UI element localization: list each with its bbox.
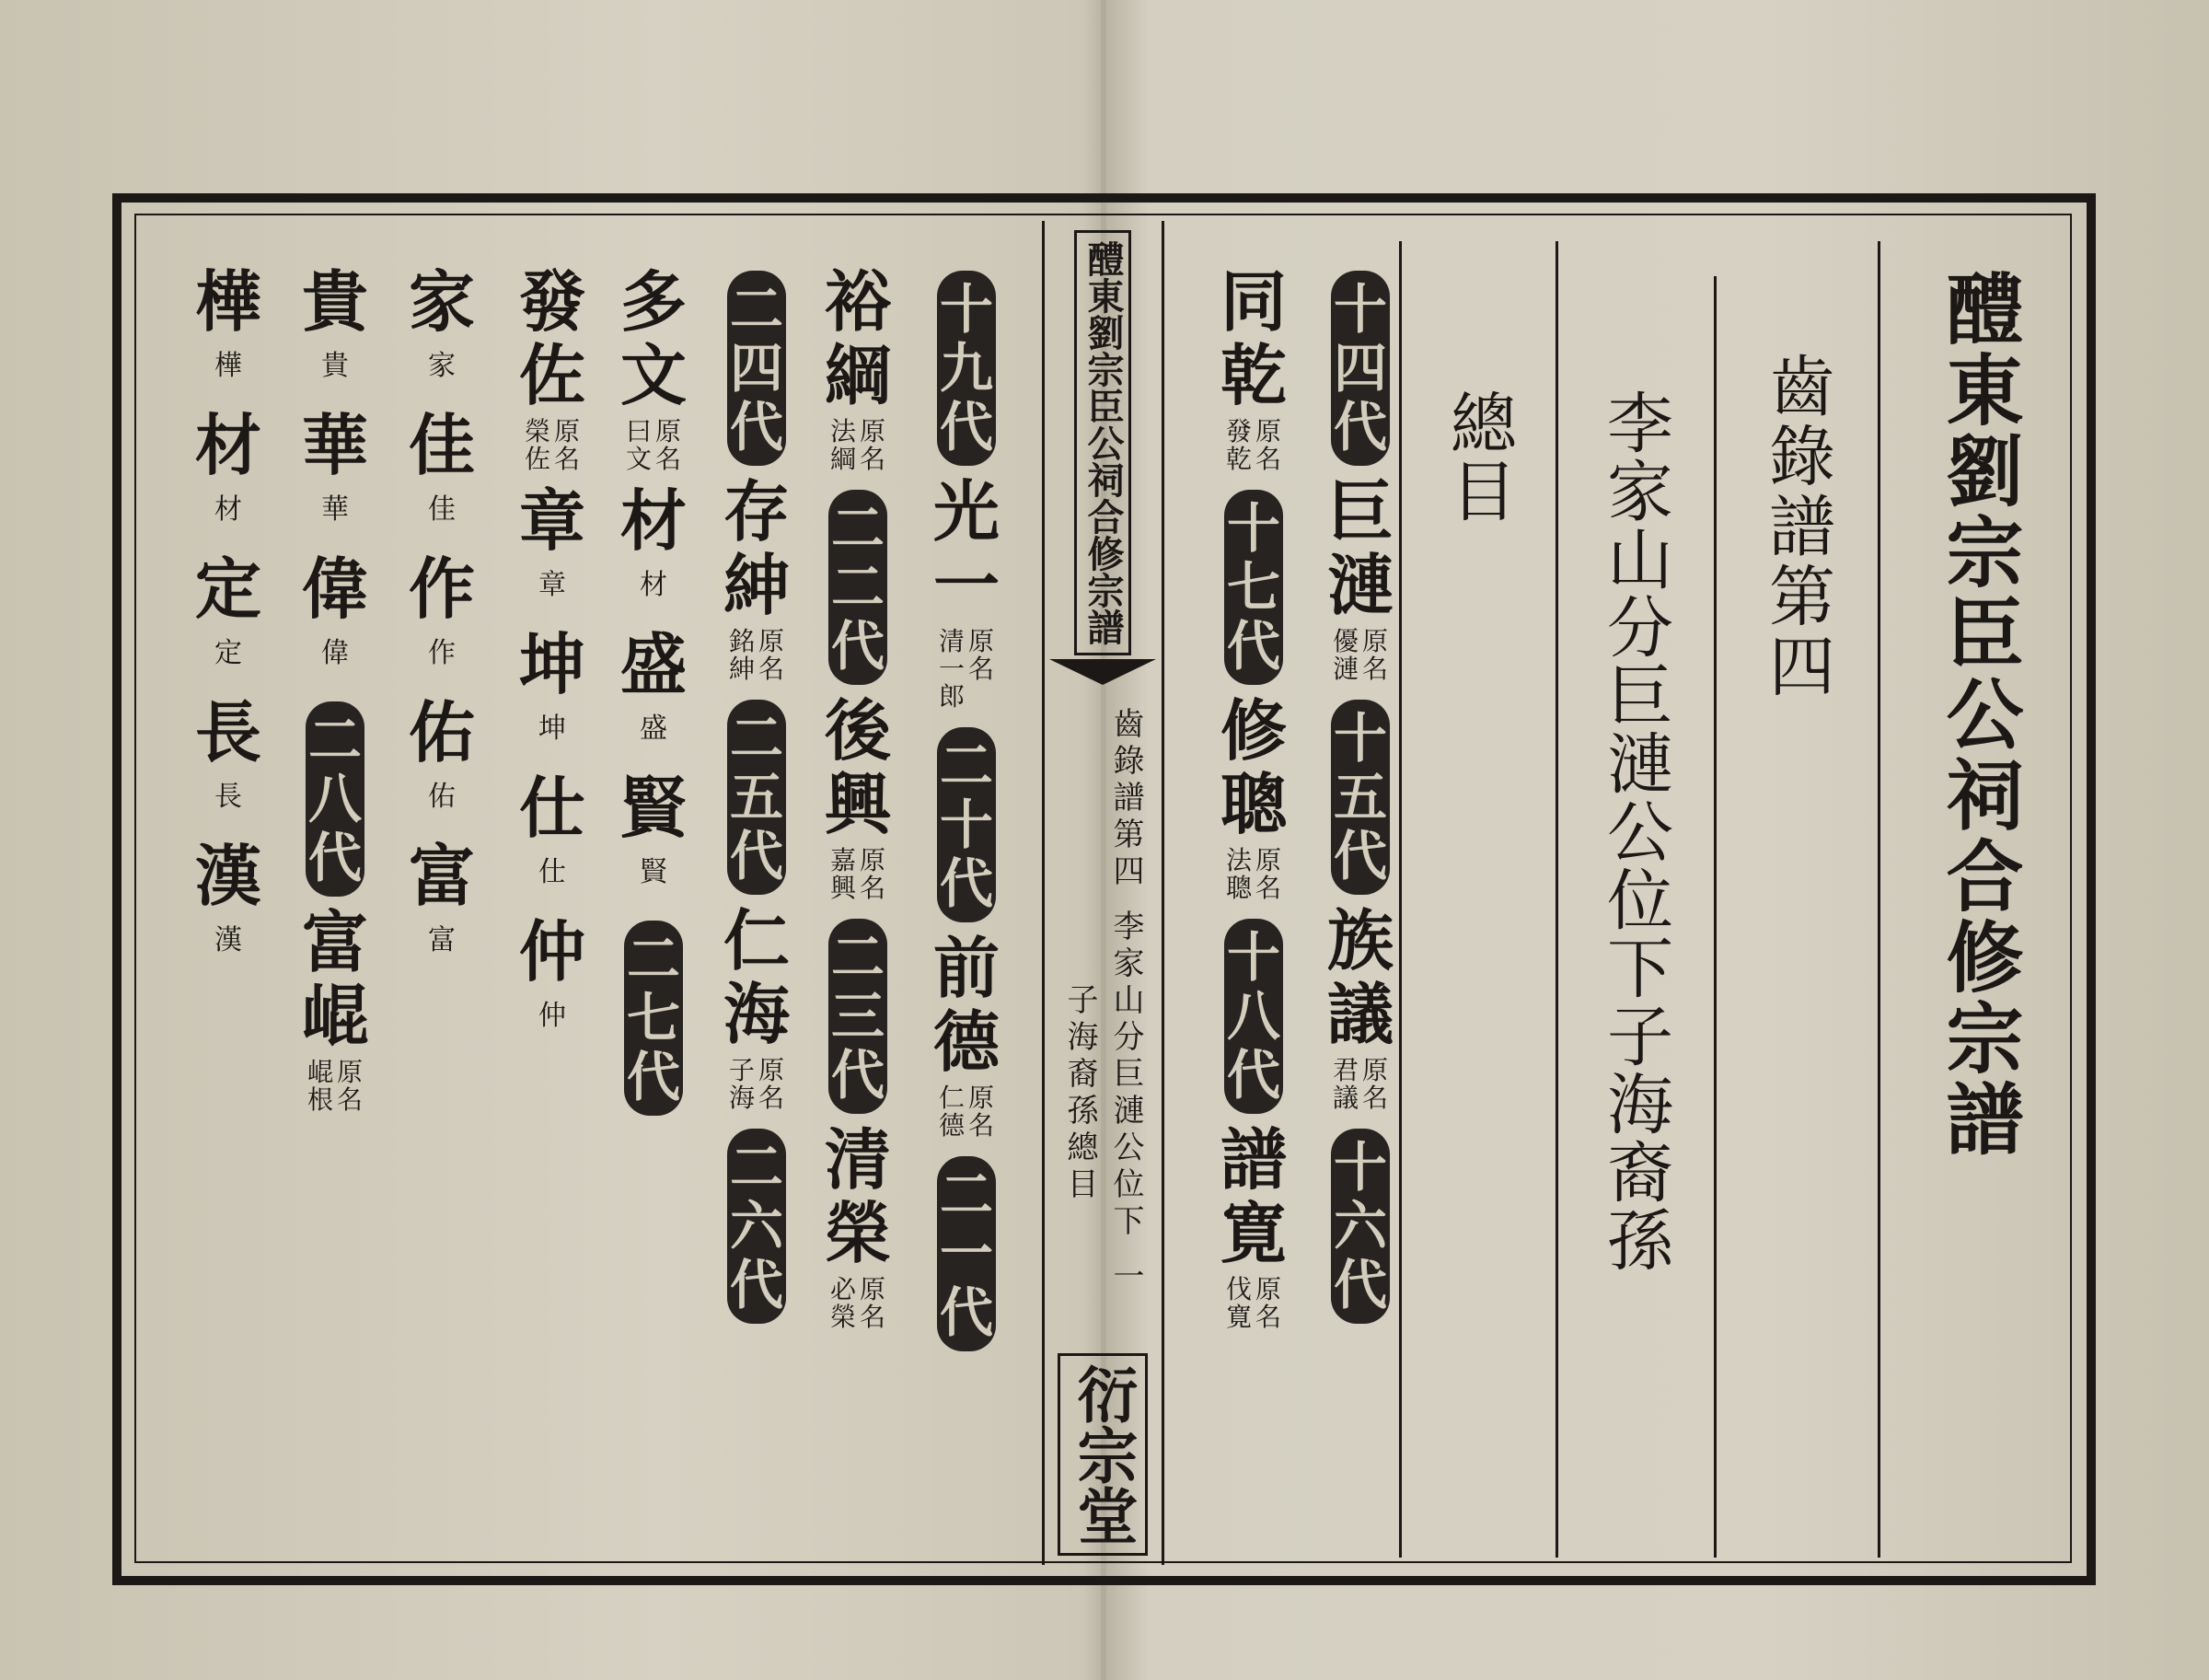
original-name-note: 坤 <box>538 713 566 745</box>
original-name-note: 華 <box>321 493 349 526</box>
name-char: 乾 <box>1220 336 1287 414</box>
note-char: 伐 <box>1225 1274 1252 1304</box>
note-line <box>1224 847 1254 902</box>
generation-char: 代 <box>830 615 885 678</box>
note-char: 郎 <box>938 681 965 712</box>
generation-badge <box>727 700 786 895</box>
note-line <box>828 847 858 902</box>
generation-char: 二 <box>729 1136 783 1199</box>
note-char: 原 <box>336 1057 363 1087</box>
note-line <box>1360 1057 1390 1112</box>
colophon-branch: 李家山分巨漣公位下 <box>1107 910 1144 1241</box>
name-char: 興 <box>824 765 891 843</box>
original-name-note <box>1224 418 1283 473</box>
note-char: 名 <box>859 1302 885 1332</box>
original-name-note: 仲 <box>538 1000 566 1032</box>
note-line <box>727 1057 757 1112</box>
name-char: 紳 <box>723 546 790 624</box>
original-name-note <box>828 1276 887 1331</box>
original-name-note: 定 <box>214 637 242 669</box>
note-line <box>1331 628 1360 683</box>
generation-char: 二 <box>939 735 993 797</box>
genealogy-column <box>1208 262 1300 1342</box>
note-line <box>1224 418 1254 473</box>
generation-char: 六 <box>1333 1195 1387 1257</box>
person-name: 定 <box>194 550 261 628</box>
note-char: 榮 <box>524 416 550 446</box>
note-char: 必 <box>829 1274 856 1304</box>
generation-badge <box>937 1156 996 1351</box>
original-name-note: 漢 <box>214 924 242 956</box>
original-name-note: 家 <box>428 350 456 382</box>
volume-title-text: 齒錄譜第四 <box>1758 352 1835 701</box>
person-name: 材 <box>194 406 261 484</box>
note-line <box>1254 418 1283 473</box>
note-line <box>335 1059 364 1114</box>
colophon-text-columns <box>1062 707 1143 1291</box>
person-name <box>301 903 368 1055</box>
generation-char: 十 <box>1226 497 1280 560</box>
name-char: 佐 <box>518 336 585 414</box>
name-char: 寛 <box>1220 1194 1287 1272</box>
name-char: 德 <box>932 1002 1000 1081</box>
note-char: 原 <box>967 1083 994 1113</box>
note-line <box>1331 1057 1360 1112</box>
original-name-note: 佳 <box>428 493 456 526</box>
note-char: 名 <box>336 1084 363 1115</box>
person-name: 漢 <box>194 837 261 915</box>
note-char: 原 <box>758 1055 784 1085</box>
original-name-note: 賢 <box>640 856 667 888</box>
note-char: 崐 <box>306 1057 333 1087</box>
note-char: 名 <box>1361 654 1388 684</box>
genealogy-column <box>709 265 804 1333</box>
note-line <box>306 1059 335 1114</box>
original-name-note <box>1224 847 1283 902</box>
original-name-note <box>624 418 683 473</box>
generation-char: 一 <box>939 1222 993 1285</box>
person-name: 長 <box>194 693 261 771</box>
original-name-note <box>937 1084 996 1140</box>
original-name-note <box>523 418 582 473</box>
colophon-volume: 齒錄譜第四 <box>1107 707 1144 891</box>
name-char: 裕 <box>824 262 891 341</box>
colophon-hall-box <box>1058 1353 1148 1556</box>
note-char: 名 <box>758 654 784 684</box>
person-name: 作 <box>408 550 475 628</box>
genealogy-column <box>919 265 1014 1361</box>
volume-title <box>1751 352 1843 701</box>
divider <box>1162 221 1164 1565</box>
colophon-title-text: 醴東劉宗臣公祠合修宗譜 <box>1081 240 1125 645</box>
note-char: 文 <box>625 444 652 474</box>
name-char: 榮 <box>824 1194 891 1272</box>
person-name: 富 <box>408 837 475 915</box>
generation-char: 代 <box>729 1254 783 1316</box>
note-char: 根 <box>306 1084 333 1115</box>
person-name: 佳 <box>408 406 475 484</box>
original-name-note: 仕 <box>538 856 566 888</box>
generation-badge <box>1224 919 1283 1114</box>
person-name: 仲 <box>518 912 585 991</box>
generation-char: 八 <box>1226 985 1280 1048</box>
person-name: 賢 <box>619 769 687 847</box>
note-char: 原 <box>553 416 580 446</box>
name-char: 存 <box>723 472 790 550</box>
colophon-hall: 衍宗堂 <box>1067 1363 1139 1546</box>
genealogy-column <box>287 262 383 1125</box>
name-char: 光 <box>932 472 1000 550</box>
note-char: 名 <box>758 1083 784 1113</box>
note-char: 名 <box>1255 1302 1281 1332</box>
generation-badge <box>828 490 887 685</box>
note-char: 名 <box>859 444 885 474</box>
note-line <box>552 418 582 473</box>
generation-char: 四 <box>729 337 783 400</box>
generation-char: 代 <box>830 1044 885 1106</box>
person-name <box>723 901 790 1053</box>
note-char: 嘉 <box>829 845 856 875</box>
note-char: 名 <box>1255 444 1281 474</box>
note-char: 乾 <box>1225 444 1252 474</box>
person-name <box>518 262 585 414</box>
note-char: 曰 <box>625 416 652 446</box>
note-char: 漣 <box>1332 654 1359 684</box>
colophon <box>1046 225 1160 1559</box>
generation-char: 代 <box>1333 1254 1387 1316</box>
person-name <box>1220 1120 1287 1272</box>
name-char: 同 <box>1220 262 1287 341</box>
person-name: 偉 <box>301 550 368 628</box>
colophon-branch2-column <box>1062 707 1097 1291</box>
note-char: 議 <box>1332 1083 1359 1113</box>
note-line <box>1254 847 1283 902</box>
book-title-text: 醴東劉宗臣公祠合修宗譜 <box>1934 269 2025 1160</box>
note-char: 原 <box>654 416 681 446</box>
generation-char: 九 <box>939 337 993 400</box>
person-name <box>932 472 1000 624</box>
generation-char: 十 <box>939 278 993 341</box>
note-char: 原 <box>1255 416 1281 446</box>
colophon-title <box>1074 230 1131 655</box>
generation-char: 代 <box>729 396 783 458</box>
person-name <box>824 262 891 414</box>
generation-char: 六 <box>729 1195 783 1257</box>
original-name-note <box>1331 1057 1390 1112</box>
note-char: 原 <box>859 416 885 446</box>
note-char: 名 <box>1255 873 1281 903</box>
branch-title-text: 李家山分巨漣公位下子海裔孫 <box>1596 388 1673 1274</box>
person-name <box>723 472 790 624</box>
colophon-volume-column <box>1108 707 1143 1291</box>
generation-char: 十 <box>1226 926 1280 989</box>
generation-badge <box>727 1129 786 1324</box>
generation-char: 代 <box>1226 1044 1280 1106</box>
note-char: 原 <box>967 626 994 656</box>
original-name-note: 偉 <box>321 637 349 669</box>
generation-char: 代 <box>1333 396 1387 458</box>
generation-char: 五 <box>1333 766 1387 828</box>
note-char: 興 <box>829 873 856 903</box>
note-line <box>757 1057 786 1112</box>
name-char: 修 <box>1220 691 1287 770</box>
generation-char: 代 <box>939 396 993 458</box>
note-char: 寛 <box>1225 1302 1252 1332</box>
generation-char: 八 <box>307 768 362 830</box>
name-char: 一 <box>932 546 1000 624</box>
note-char: 君 <box>1332 1055 1359 1085</box>
generation-char: 七 <box>626 987 680 1049</box>
note-char: 仁 <box>938 1083 965 1113</box>
generation-badge <box>624 921 683 1116</box>
person-name: 佑 <box>408 693 475 771</box>
name-char: 譜 <box>1220 1120 1287 1199</box>
genealogy-column <box>504 262 600 1059</box>
fish-tail-mark <box>1049 659 1156 685</box>
generation-char: 代 <box>1333 825 1387 887</box>
generation-char: 代 <box>939 1281 993 1344</box>
original-name-note <box>727 1057 786 1112</box>
note-char: 榮 <box>829 1302 856 1332</box>
note-char: 海 <box>728 1083 755 1113</box>
note-char: 法 <box>829 416 856 446</box>
note-char: 名 <box>553 444 580 474</box>
generation-char: 代 <box>626 1046 680 1108</box>
original-name-note: 作 <box>428 637 456 669</box>
person-name <box>824 691 891 843</box>
name-char: 議 <box>1326 975 1394 1053</box>
generation-char: 二 <box>626 928 680 991</box>
generation-char: 十 <box>1333 707 1387 770</box>
original-name-note: 章 <box>538 569 566 601</box>
divider <box>1556 241 1558 1558</box>
note-char: 名 <box>967 1110 994 1141</box>
original-name-note: 材 <box>640 569 667 601</box>
divider <box>1714 276 1717 1558</box>
note-char: 原 <box>758 626 784 656</box>
colophon-page-number: 一 <box>1107 1259 1144 1291</box>
book-title <box>1924 269 2034 1160</box>
generation-char: 十 <box>1333 1136 1387 1199</box>
generation-char: 七 <box>1226 556 1280 619</box>
note-char: 子 <box>728 1055 755 1085</box>
note-char: 綱 <box>829 444 856 474</box>
original-name-note: 佑 <box>428 781 456 813</box>
note-char: 名 <box>967 654 994 684</box>
original-name-note: 貴 <box>321 350 349 382</box>
person-name: 仕 <box>518 769 585 847</box>
generation-badge <box>1331 1129 1390 1324</box>
original-name-note <box>1331 628 1390 683</box>
note-char: 一 <box>938 654 965 684</box>
name-char: 仁 <box>723 901 790 979</box>
name-char: 巨 <box>1326 472 1394 550</box>
generation-char: 十 <box>1333 278 1387 341</box>
generation-char: 二 <box>830 497 885 560</box>
generation-badge <box>1331 271 1390 466</box>
branch-title <box>1589 388 1681 1274</box>
name-char: 富 <box>301 903 368 981</box>
generation-char: 二 <box>830 926 885 989</box>
name-char: 多 <box>619 262 687 341</box>
name-char: 前 <box>932 929 1000 1007</box>
note-char: 佐 <box>524 444 550 474</box>
note-line <box>653 418 683 473</box>
generation-badge <box>306 701 364 897</box>
generation-char: 代 <box>307 827 362 889</box>
genealogy-column <box>810 262 906 1342</box>
name-char: 聰 <box>1220 765 1287 843</box>
note-char: 優 <box>1332 626 1359 656</box>
note-char: 德 <box>938 1110 965 1141</box>
generation-char: 十 <box>939 794 993 856</box>
generation-char: 代 <box>939 852 993 915</box>
original-name-note: 富 <box>428 924 456 956</box>
generation-char: 三 <box>830 985 885 1048</box>
note-line <box>858 847 887 902</box>
person-name: 樺 <box>194 262 261 341</box>
original-name-note <box>306 1059 364 1114</box>
note-char: 名 <box>1361 1083 1388 1113</box>
original-name-note <box>828 847 887 902</box>
genealogy-column <box>1314 265 1406 1333</box>
person-name <box>1220 691 1287 843</box>
person-name <box>824 1120 891 1272</box>
note-char: 名 <box>859 873 885 903</box>
note-char: 清 <box>938 626 965 656</box>
person-name: 貴 <box>301 262 368 341</box>
generation-badge <box>937 727 996 922</box>
note-char: 原 <box>1361 626 1388 656</box>
note-char: 原 <box>1255 1274 1281 1304</box>
divider <box>1878 241 1880 1558</box>
person-name <box>1220 262 1287 414</box>
person-name <box>619 262 687 414</box>
genealogy-column <box>606 262 701 1125</box>
section-heading-text: 總目 <box>1440 388 1517 525</box>
generation-char: 二 <box>939 1164 993 1226</box>
person-name <box>1326 472 1394 624</box>
generation-badge <box>727 271 786 466</box>
note-char: 原 <box>1361 1055 1388 1085</box>
generation-char: 二 <box>307 709 362 771</box>
note-line <box>828 1276 858 1331</box>
name-char: 發 <box>518 262 585 341</box>
note-char: 發 <box>1225 416 1252 446</box>
note-line <box>828 418 858 473</box>
note-char: 聰 <box>1225 873 1252 903</box>
note-line <box>858 418 887 473</box>
note-char: 法 <box>1225 845 1252 875</box>
person-name: 坤 <box>518 625 585 703</box>
section-heading <box>1432 388 1524 525</box>
genealogy-column <box>180 262 276 983</box>
original-name-note: 盛 <box>640 713 667 745</box>
generation-char: 二 <box>729 707 783 770</box>
original-name-note <box>937 628 996 711</box>
note-char: 名 <box>654 444 681 474</box>
note-line <box>523 418 552 473</box>
person-name: 華 <box>301 406 368 484</box>
person-name: 盛 <box>619 625 687 703</box>
note-line <box>858 1276 887 1331</box>
original-name-note: 材 <box>214 493 242 526</box>
original-name-note: 長 <box>214 781 242 813</box>
generation-badge <box>1224 490 1283 685</box>
note-char: 紳 <box>728 654 755 684</box>
note-line <box>1254 1276 1283 1331</box>
name-char: 海 <box>723 975 790 1053</box>
generation-char: 五 <box>729 766 783 828</box>
generation-char: 二 <box>729 278 783 341</box>
colophon-branch2: 子海裔孫總目 <box>1061 983 1098 1204</box>
person-name: 家 <box>408 262 475 341</box>
note-line <box>727 628 757 683</box>
original-name-note: 樺 <box>214 350 242 382</box>
note-line <box>1360 628 1390 683</box>
note-line <box>966 1084 996 1140</box>
person-name <box>932 929 1000 1081</box>
person-name: 材 <box>619 481 687 560</box>
generation-char: 二 <box>830 556 885 619</box>
note-char: 原 <box>859 1274 885 1304</box>
generation-badge <box>1331 700 1390 895</box>
note-line <box>937 628 966 711</box>
generation-badge <box>937 271 996 466</box>
note-line <box>757 628 786 683</box>
generation-badge <box>828 919 887 1114</box>
name-char: 文 <box>619 336 687 414</box>
generation-char: 代 <box>729 825 783 887</box>
original-name-note <box>1224 1276 1283 1331</box>
note-line <box>937 1084 966 1140</box>
note-line <box>1224 1276 1254 1331</box>
note-line <box>624 418 653 473</box>
original-name-note <box>828 418 887 473</box>
name-char: 族 <box>1326 901 1394 979</box>
genealogy-column <box>394 262 490 983</box>
name-char: 崐 <box>301 977 368 1055</box>
note-char: 銘 <box>728 626 755 656</box>
person-name <box>1326 901 1394 1053</box>
note-char: 原 <box>859 845 885 875</box>
divider <box>1042 221 1045 1565</box>
generation-char: 四 <box>1333 337 1387 400</box>
original-name-note <box>727 628 786 683</box>
note-char: 原 <box>1255 845 1281 875</box>
name-char: 綱 <box>824 336 891 414</box>
person-name: 章 <box>518 481 585 560</box>
note-line <box>966 628 996 711</box>
name-char: 清 <box>824 1120 891 1199</box>
name-char: 後 <box>824 691 891 770</box>
generation-char: 代 <box>1226 615 1280 678</box>
name-char: 漣 <box>1326 546 1394 624</box>
